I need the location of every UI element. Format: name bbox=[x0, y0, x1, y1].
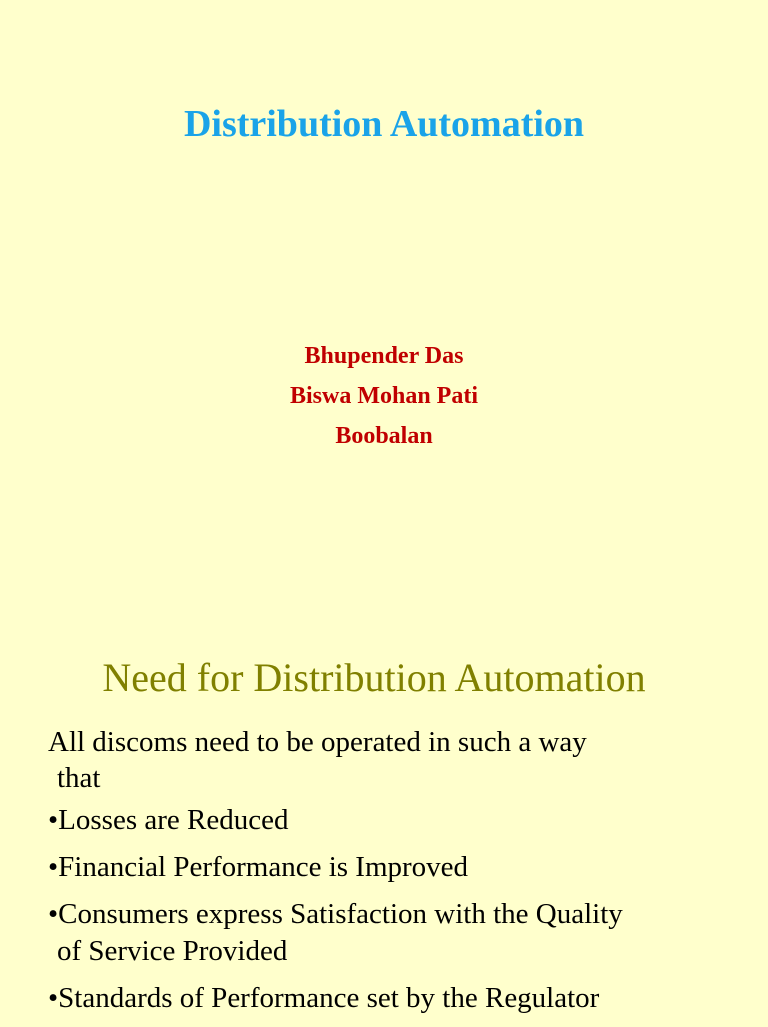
slide-body bbox=[48, 724, 748, 1027]
author-list bbox=[0, 336, 768, 456]
bullet-item bbox=[48, 849, 748, 886]
bullet-item bbox=[48, 896, 748, 970]
slide-heading: Need for Distribution Automation bbox=[102, 655, 646, 700]
presentation-title: Distribution Automation bbox=[183, 103, 585, 145]
intro-text-continued: that bbox=[57, 762, 101, 794]
author-name: Boobalan bbox=[335, 423, 433, 449]
bullet-text: Financial Performance is Improved bbox=[58, 851, 469, 883]
content-slide bbox=[0, 600, 768, 1024]
bullet-dot-icon: • bbox=[48, 898, 59, 930]
bullet-dot-icon: • bbox=[48, 982, 59, 1014]
bullet-text: Losses are Reduced bbox=[58, 804, 289, 836]
author-name: Bhupender Das bbox=[304, 343, 464, 369]
bullet-item bbox=[48, 980, 748, 1017]
bullet-dot-icon: • bbox=[48, 804, 59, 836]
author-name: Biswa Mohan Pati bbox=[289, 383, 478, 409]
bullet-item bbox=[48, 802, 748, 839]
bullet-text-continued: of Service Provided bbox=[57, 935, 288, 967]
bullet-text: Standards of Performance set by the Regulator bbox=[58, 982, 600, 1014]
bullet-text: Consumers express Satisfaction with the Quality bbox=[58, 898, 623, 930]
intro-text: All discoms need to be operated in such a way bbox=[48, 726, 587, 758]
bullet-dot-icon: • bbox=[48, 851, 59, 883]
bullet-list bbox=[48, 802, 748, 1017]
